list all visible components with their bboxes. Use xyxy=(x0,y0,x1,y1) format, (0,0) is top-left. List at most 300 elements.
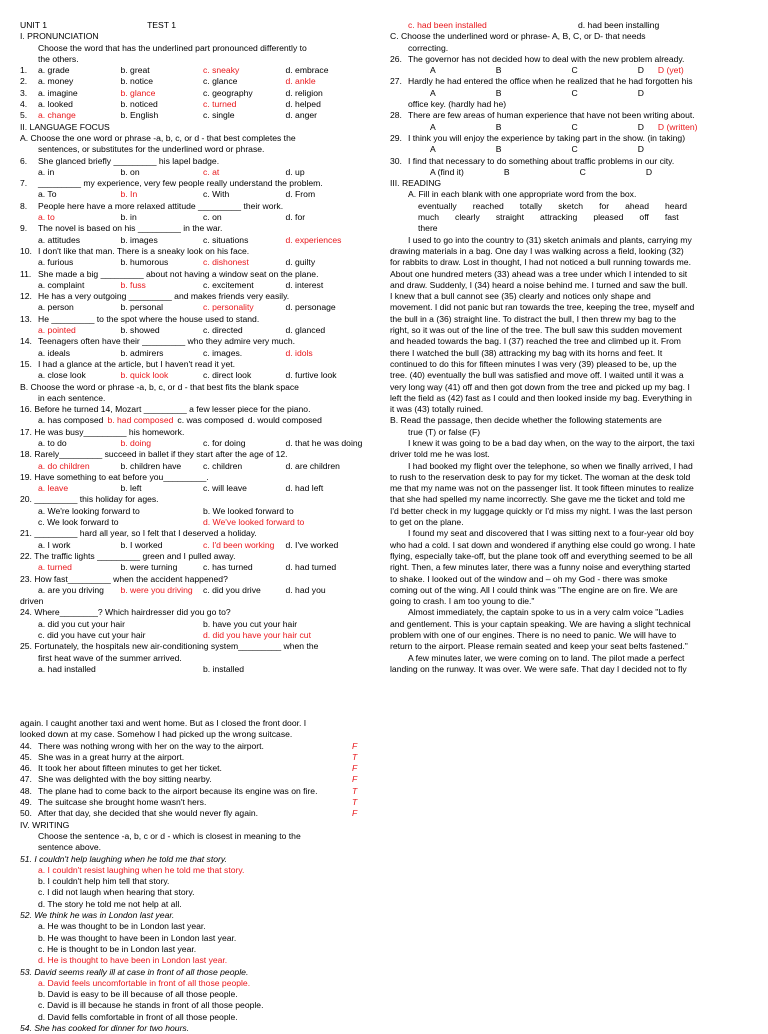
answer-letter: B xyxy=(503,166,510,177)
answer-options xyxy=(20,167,368,178)
answer-option: c. direct look xyxy=(203,370,252,381)
answer-option: b. have you cut your hair xyxy=(203,618,298,629)
answer-letter: C xyxy=(579,166,586,177)
answer-option: c. did you have cut your hair xyxy=(38,630,146,641)
statement: The plane had to come back to the airport because its engine was on fire. xyxy=(38,785,318,796)
answer-tf: F xyxy=(352,763,358,774)
answer-option: b. doing xyxy=(120,437,152,448)
answer-option: a. to do xyxy=(38,437,67,448)
answer-option: c. sneaky xyxy=(203,65,240,76)
answer-option: d. are children xyxy=(285,460,340,471)
passage-line: to shake. I looked out of the window and – oh my God - there was smoke xyxy=(390,573,668,584)
answer-option: a. ideals xyxy=(38,347,71,358)
answer-option: a. to xyxy=(38,212,55,223)
question-text: _________ my experience, very few people really understand the problem. xyxy=(38,178,323,189)
answer-option: a. has composed xyxy=(38,415,104,426)
answer-option: a. pointed xyxy=(38,325,76,336)
statement: She was in a great hurry at the airport. xyxy=(38,751,185,762)
story-line: movement. I did not panic but ran towards the tree, keeping the tree, myself and xyxy=(390,302,695,313)
question-row xyxy=(20,178,368,189)
answer-option: c. had been installed xyxy=(408,20,487,30)
question-number: 47. xyxy=(20,774,32,785)
answer-option: d. From xyxy=(285,189,316,200)
question-number: 6. xyxy=(20,155,28,166)
question-row xyxy=(20,246,368,257)
box-word: heard xyxy=(665,200,687,211)
box-word: eventually xyxy=(418,200,457,211)
passage-line: to get on the plane. xyxy=(390,517,464,528)
question-number: 48. xyxy=(20,785,32,796)
answer-option: a. did you cut your hair xyxy=(38,618,125,629)
answer-option: b. images xyxy=(120,234,158,245)
answer-options xyxy=(20,540,368,551)
statement: There was nothing wrong with her on the way to the airport. xyxy=(38,740,264,751)
story-line: I knew that a bull cannot see (35) clearly and notices only shape and xyxy=(390,291,651,302)
answer-letter: B xyxy=(495,144,502,155)
answer-tf: F xyxy=(352,774,358,785)
answer-letter: D xyxy=(637,144,644,155)
question-number: 13. xyxy=(20,313,32,324)
answer-option: a. leave xyxy=(38,483,69,494)
question-number: 14. xyxy=(20,336,32,347)
story-line: there I watched the bull (38) attracking my bag with its horns and feet. It xyxy=(390,347,663,358)
answer-option: b. in xyxy=(120,212,137,223)
question-text: 24. Where________? Which hairdresser did you go to? xyxy=(20,607,231,618)
true-false-row xyxy=(20,774,368,785)
passage-line: flying, especially take-off, but the plane took off and everything seemed to be all xyxy=(390,550,693,561)
question-text: She glanced briefly _________ his lapel badge. xyxy=(38,155,220,166)
answer-option: c. for doing xyxy=(203,437,246,448)
answer-option: d. The story he told me not help at all. xyxy=(38,898,182,909)
passage-line: who had a cold. I sat down and wondered if anything else could go wrong. I hate xyxy=(390,539,696,550)
answer-option: b. admirers xyxy=(120,347,164,358)
answer-option: c. We look forward to xyxy=(38,517,119,528)
instruction: C. Choose the underlined word or phrase- A, B, C, or D- that needs xyxy=(390,31,646,42)
question-text: The governor has not decided how to deal with the new problem already. xyxy=(408,53,685,64)
answer-option: d. furtive look xyxy=(285,370,337,381)
answer-option: a. imagine xyxy=(38,87,78,98)
question-text: I don't like that man. There is a sneaky look on his face. xyxy=(38,245,250,256)
answer-option: a. furious xyxy=(38,257,74,268)
instruction: sentences, or substitutes for the underlined word or phrase. xyxy=(38,144,265,155)
correction: A (find it) xyxy=(430,166,464,177)
passage-line: again. I caught another taxi and went home. But as I closed the front door. I xyxy=(20,718,307,728)
section-heading: IV. WRITING xyxy=(20,819,70,830)
true-false-row xyxy=(20,808,368,819)
answer-options xyxy=(38,110,368,121)
question-text: 22. The traffic lights _________ green and I pulled away. xyxy=(20,550,236,561)
passage-line: problem with one of our engines. There is no need to panic. We will have to xyxy=(390,630,677,641)
question-text: first heat wave of the summer arrived. xyxy=(38,652,182,663)
section-heading: III. READING xyxy=(390,178,442,189)
passage-line: and gentlement. This is your captain speaking. We are having a slight technical xyxy=(390,618,691,629)
instruction: true (T) or false (F) xyxy=(408,426,481,437)
unit-title: UNIT 1 xyxy=(20,20,48,30)
answer-options xyxy=(20,664,368,675)
question-number: 45. xyxy=(20,751,32,762)
instruction: sentence above. xyxy=(38,842,102,853)
answer-option: c. glance xyxy=(203,76,238,87)
box-word: fast xyxy=(664,212,679,223)
answer-letter: B xyxy=(495,87,502,98)
answer-option: b. showed xyxy=(120,325,160,336)
question-number: 26. xyxy=(390,53,402,64)
answer-options xyxy=(20,483,368,494)
question-row xyxy=(20,201,368,212)
question-row xyxy=(20,291,368,302)
box-word: clearly xyxy=(455,212,480,223)
question-text: 18. Rarely_________ succeed in ballet if they start after the age of 12. xyxy=(20,449,288,460)
answer-option: c. I did not laugh when hearing that story. xyxy=(38,887,195,898)
answer-option: c. children xyxy=(203,460,243,471)
answer-option: a. money xyxy=(38,76,74,87)
story-line: and draw. Suddenly, I (34) heard a noise behind me. I turned and saw the bull. xyxy=(390,279,688,290)
story-line: very long way (41) off and then got down from the tree and picked up my bag. I xyxy=(390,381,690,392)
answer-option: b. I couldn't help him tell that story. xyxy=(38,876,170,887)
section-heading: I. PRONUNCIATION xyxy=(20,31,99,42)
answer-option: a. We're looking forward to xyxy=(38,505,140,516)
answer-option: b. glance xyxy=(120,87,156,98)
box-word: for xyxy=(599,200,610,211)
question-text: 19. Have something to eat before you_________. xyxy=(20,471,209,482)
answer-option: c. turned xyxy=(203,99,237,110)
answer-options xyxy=(20,348,368,359)
box-word: off xyxy=(639,212,649,223)
answer-option: b. David is easy to be ill because of all those people. xyxy=(38,989,238,1000)
question-text: 51. I couldn't help laughing when he told me that story. xyxy=(20,853,227,864)
question-row xyxy=(20,314,368,325)
answer-option: a. attitudes xyxy=(38,234,81,245)
answer-option: b. had composed xyxy=(107,415,174,426)
passage-line: looked down at my case. Somehow I had picked up the wrong suitcase. xyxy=(20,729,293,740)
true-false-row xyxy=(20,797,368,808)
instruction: A. Choose the one word or phrase -a, b, c, or d - that best completes the xyxy=(20,132,296,143)
answer-option: d. had left xyxy=(285,483,324,494)
story-line: for rabbits to draw. Lost in thought, I had not noticed a bull running towards me. xyxy=(390,257,691,268)
header xyxy=(20,20,368,31)
question-number: 27. xyxy=(390,76,402,87)
answer-option: b. In xyxy=(120,189,138,200)
passage-line: I'd better check in my luggage quickly or I'd miss my night. I was the last person xyxy=(390,505,693,516)
answer-option: a. complaint xyxy=(38,279,85,290)
story-line: the bull in a (36) straight line. To distract the bull, I then threw my bag to the xyxy=(390,313,676,324)
answer-option: b. humorous xyxy=(120,257,169,268)
answer-option: a. close look xyxy=(38,370,86,381)
passage-line: I had booked my flight over the telephone, so when we finally arrived, I had xyxy=(408,460,693,471)
section-heading: II. LANGUAGE FOCUS xyxy=(20,121,110,132)
question-text: 25. Fortunately, the hospitals new air-conditioning system_________ when the xyxy=(20,641,319,652)
answer-options xyxy=(20,562,368,573)
answer-options xyxy=(20,630,368,641)
question-number: 28. xyxy=(390,110,402,121)
answer-option: b. English xyxy=(120,110,159,121)
question-text: 20. _________ this holiday for ages. xyxy=(20,494,159,505)
question-number: 15. xyxy=(20,358,32,369)
left-column xyxy=(20,20,368,675)
passage-line: driver told me he was lost. xyxy=(390,449,490,460)
answer-letters xyxy=(390,167,748,178)
question-number: 44. xyxy=(20,740,32,751)
story-line: I used to go into the country to (31) sketch animals and plants, carrying my xyxy=(408,234,692,245)
story-line: it was (43) totally ruined. xyxy=(390,404,484,415)
question-text: 52. We think he was in London last year. xyxy=(20,910,175,921)
passage-line: me that my name was not on the passenger list. It took fifteen minutes to realize xyxy=(390,483,694,494)
story-line: and headed towards the bag. I (37) reached the tree and climbed up it. From xyxy=(390,336,681,347)
question-row xyxy=(20,223,368,234)
question-text: She made a big _________ about not having a window seat on the plane. xyxy=(38,268,319,279)
answer-option: d. did you have your hair cut xyxy=(203,630,311,641)
answer-letter: D xyxy=(637,87,644,98)
answer-letter: C xyxy=(571,144,578,155)
true-false-row xyxy=(20,786,368,797)
answer-option: c. excitement xyxy=(203,279,254,290)
question-number: 46. xyxy=(20,763,32,774)
answer-options xyxy=(20,302,368,313)
answer-option: a. do children xyxy=(38,460,90,471)
answer-letter: A xyxy=(430,87,436,98)
correction: D (yet) xyxy=(657,65,684,76)
answer-option: d. We've looked forward to xyxy=(203,517,305,528)
instruction: the others. xyxy=(38,53,79,64)
answer-option: a. looked xyxy=(38,99,73,110)
passage-line: coming out of the wing. All I could think was "The engine are on fire. We are xyxy=(390,584,678,595)
answer-tf: T xyxy=(352,785,358,796)
instruction: B. Read the passage, then decide whether the following statements are xyxy=(390,415,662,426)
box-word: attracking xyxy=(540,212,578,223)
answer-option: b. were you driving xyxy=(120,584,193,595)
answer-tf: F xyxy=(352,808,358,819)
passage-line: return to the airport. Please remain seated and keep your seat belts fastened." xyxy=(390,641,688,652)
answer-option: c. directed xyxy=(203,325,243,336)
box-word: ahead xyxy=(625,200,649,211)
question-number: 2. xyxy=(20,76,28,87)
box-word: totally xyxy=(519,200,543,211)
answer-option: b. installed xyxy=(203,663,245,674)
answer-letter: B xyxy=(495,65,502,76)
answer-option: c. geography xyxy=(203,87,253,98)
instruction: Choose the word that has the underlined part pronounced differently to xyxy=(38,42,307,53)
true-false-row xyxy=(20,741,368,752)
answer-option: c. David is ill because he stands in front of all those people. xyxy=(38,1000,264,1011)
story-line: drawing materials in a bag. One day I was walking across a field, looking (32) xyxy=(390,245,684,256)
answer-options xyxy=(20,438,368,449)
answer-options xyxy=(20,517,368,528)
answer-option: b. fuss xyxy=(120,279,146,290)
question-number: 30. xyxy=(390,155,402,166)
answer-options xyxy=(20,325,368,336)
answer-tf: T xyxy=(352,797,358,808)
answer-options xyxy=(390,20,748,31)
answer-option: c. on xyxy=(203,212,222,223)
answer-option: d. David fells comfortable in front of all those people. xyxy=(38,1011,238,1022)
story-line: tree. (40) eventually the bull was satisfied and move off. I waited until it was a xyxy=(390,370,684,381)
answer-option: c. images. xyxy=(203,347,243,358)
bottom-section xyxy=(20,718,368,1034)
answer-option: b. left xyxy=(120,483,142,494)
question-row xyxy=(390,76,748,87)
answer-letters xyxy=(390,122,748,133)
answer-option: d. had you xyxy=(285,584,326,595)
question-number: 7. xyxy=(20,178,28,189)
answer-option: a. grade xyxy=(38,65,70,76)
box-word: pleased xyxy=(593,212,624,223)
answer-options xyxy=(20,370,368,381)
passage-line: I found my seat and discovered that I was sitting next to a four-year old boy xyxy=(408,528,694,539)
answer-options xyxy=(38,99,368,110)
correction: D (written) xyxy=(657,121,698,132)
answer-option: a. turned xyxy=(38,562,72,573)
answer-option: a. in xyxy=(38,166,55,177)
story-line: continued to do this for fifteen minutes I was very (39) pleased to be, up the xyxy=(390,358,677,369)
question-text: He _________ to the spot where the house used to stand. xyxy=(38,313,260,324)
question-row xyxy=(390,54,748,65)
true-false-row xyxy=(20,763,368,774)
answer-option: d. He is thought to have been in London last year. xyxy=(38,955,228,966)
answer-option: a. change xyxy=(38,110,76,121)
answer-letters xyxy=(390,65,748,76)
passage-line: I knew it was going to be a bad day when, on the way to the airport, the taxi xyxy=(408,437,695,448)
passage-line: A few minutes later, we were coming on to land. The pilot made a perfect xyxy=(408,652,685,663)
answer-option: c. at xyxy=(203,166,220,177)
question-text: 16. Before he turned 14, Mozart _________ a few lesser piece for the piano. xyxy=(20,404,311,415)
answer-letter: A xyxy=(430,121,436,132)
answer-tf: F xyxy=(352,740,358,751)
answer-option: d. I've worked xyxy=(285,539,339,550)
answer-options xyxy=(38,76,368,87)
answer-option: d. guilty xyxy=(285,257,316,268)
answer-option: d. up xyxy=(285,166,305,177)
question-number: 3. xyxy=(20,87,28,98)
answer-options xyxy=(20,235,368,246)
answer-options xyxy=(38,65,368,76)
question-text: People here have a more relaxed attitude _________ their work. xyxy=(38,200,284,211)
answer-letters xyxy=(390,88,748,99)
answer-option: b. children have xyxy=(120,460,182,471)
answer-option: d. that he was doing xyxy=(285,437,363,448)
question-number: 4. xyxy=(20,99,28,110)
answer-options xyxy=(38,88,368,99)
answer-option: a. To xyxy=(38,189,57,200)
question-row xyxy=(20,156,368,167)
question-row xyxy=(20,110,368,121)
answer-option: c. was composed xyxy=(177,415,244,426)
box-word: there xyxy=(418,223,438,234)
answer-option: b. quick look xyxy=(120,370,169,381)
question-text: 17. He was busy_________ his homework. xyxy=(20,426,185,437)
question-text: driven xyxy=(20,596,44,607)
answer-letter: D xyxy=(645,166,653,177)
answer-letter: C xyxy=(571,87,578,98)
answer-letter: A xyxy=(430,144,436,155)
question-number: 8. xyxy=(20,200,28,211)
question-number: 29. xyxy=(390,132,402,143)
answer-option: d. glanced xyxy=(285,325,326,336)
box-word: much xyxy=(418,212,440,223)
answer-option: c. has turned xyxy=(203,562,253,573)
question-number: 49. xyxy=(20,797,32,808)
answer-option: a. David feels uncomfortable in front of all those people. xyxy=(38,977,251,988)
answer-options xyxy=(20,189,368,200)
question-text: Hardly he had entered the office when he realized that he had forgotten his xyxy=(408,76,693,87)
instruction: correcting. xyxy=(408,42,449,53)
story-line: About one hundred meters (33) ahead was a tree under which I intended to sit xyxy=(390,268,688,279)
question-number: 12. xyxy=(20,291,32,302)
word-box xyxy=(390,201,718,235)
passage-line: landing on the runway. It was over. We were safe. That day I decided not to fly xyxy=(390,663,687,674)
question-text: office key. (hardly had he) xyxy=(408,99,507,110)
story-line: right, so it was out of the line of the tree. The bull saw this sudden movement xyxy=(390,325,682,336)
question-row xyxy=(390,133,748,144)
answer-option: c. situations xyxy=(203,234,249,245)
answer-option: b. notice xyxy=(120,76,153,87)
question-row xyxy=(20,76,368,87)
answer-option: b. He was thought to have been in London last year. xyxy=(38,932,237,943)
answer-option: a. person xyxy=(38,302,74,313)
question-text: 54. She has cooked for dinner for two hours. xyxy=(20,1023,190,1034)
instruction: in each sentence. xyxy=(38,392,106,403)
question-text: Teenagers often have their _________ who they admire very much. xyxy=(38,336,296,347)
box-word: straight xyxy=(495,212,525,223)
question-row xyxy=(20,269,368,280)
question-number: 11. xyxy=(20,268,32,279)
answer-option: d. had been installing xyxy=(578,20,660,30)
box-word: reached xyxy=(472,200,504,211)
answer-option: d. had turned xyxy=(285,562,337,573)
answer-options xyxy=(20,280,368,291)
answer-option: a. are you driving xyxy=(38,584,104,595)
statement: After that day, she decided that she would never fly again. xyxy=(38,808,259,819)
answer-option: c. I'd been working xyxy=(203,539,275,550)
answer-option: a. I work xyxy=(38,539,71,550)
answer-option: b. noticed xyxy=(120,99,158,110)
question-row xyxy=(20,336,368,347)
question-text: The novel is based on his _________ in the war. xyxy=(38,223,223,234)
question-number: 9. xyxy=(20,223,28,234)
question-text: He has a very outgoing _________ and makes friends very easily. xyxy=(38,291,290,302)
answer-option: c. personality xyxy=(203,302,254,313)
passage-line: right. Then, a few minutes later, there was a funny noise and everything started xyxy=(390,562,691,573)
answer-option: c. single xyxy=(203,110,235,121)
answer-option: c. did you drive xyxy=(203,584,261,595)
answer-options xyxy=(20,212,368,223)
answer-letters xyxy=(390,144,748,155)
answer-option: d. ankle xyxy=(285,76,316,87)
question-text: 53. David seems really ill at case in front of all those people. xyxy=(20,966,249,977)
answer-option: d. personage xyxy=(285,302,336,313)
answer-option: d. religion xyxy=(285,87,323,98)
answer-option: c. dishonest xyxy=(203,257,249,268)
question-row xyxy=(20,99,368,110)
answer-letter: D xyxy=(637,65,644,76)
test-title: TEST 1 xyxy=(147,20,177,30)
instruction: Choose the sentence -a, b, c or d - which is closest in meaning to the xyxy=(38,830,301,841)
answer-options xyxy=(20,585,368,596)
answer-options xyxy=(20,415,368,426)
true-false-row xyxy=(20,752,368,763)
question-text: I find that necessary to do something about traffic problems in our city. xyxy=(408,155,675,166)
answer-option: b. I worked xyxy=(120,539,163,550)
statement: It took her about fifteen minutes to get her ticket. xyxy=(38,763,222,774)
answer-letter: D xyxy=(637,121,644,132)
story-line: left the field as (42) fast as I could and then looked inside my bag. Everything in xyxy=(390,392,692,403)
passage-line: that she had spelled my name incorrectly. She gave me the ticket and told me xyxy=(390,494,686,505)
answer-option: d. idols xyxy=(285,347,313,358)
answer-tf: T xyxy=(352,751,358,762)
answer-option: d. interest xyxy=(285,279,324,290)
answer-option: c. He is thought to be in London last year. xyxy=(38,943,197,954)
answer-option: b. personal xyxy=(120,302,164,313)
answer-option: b. on xyxy=(120,166,140,177)
